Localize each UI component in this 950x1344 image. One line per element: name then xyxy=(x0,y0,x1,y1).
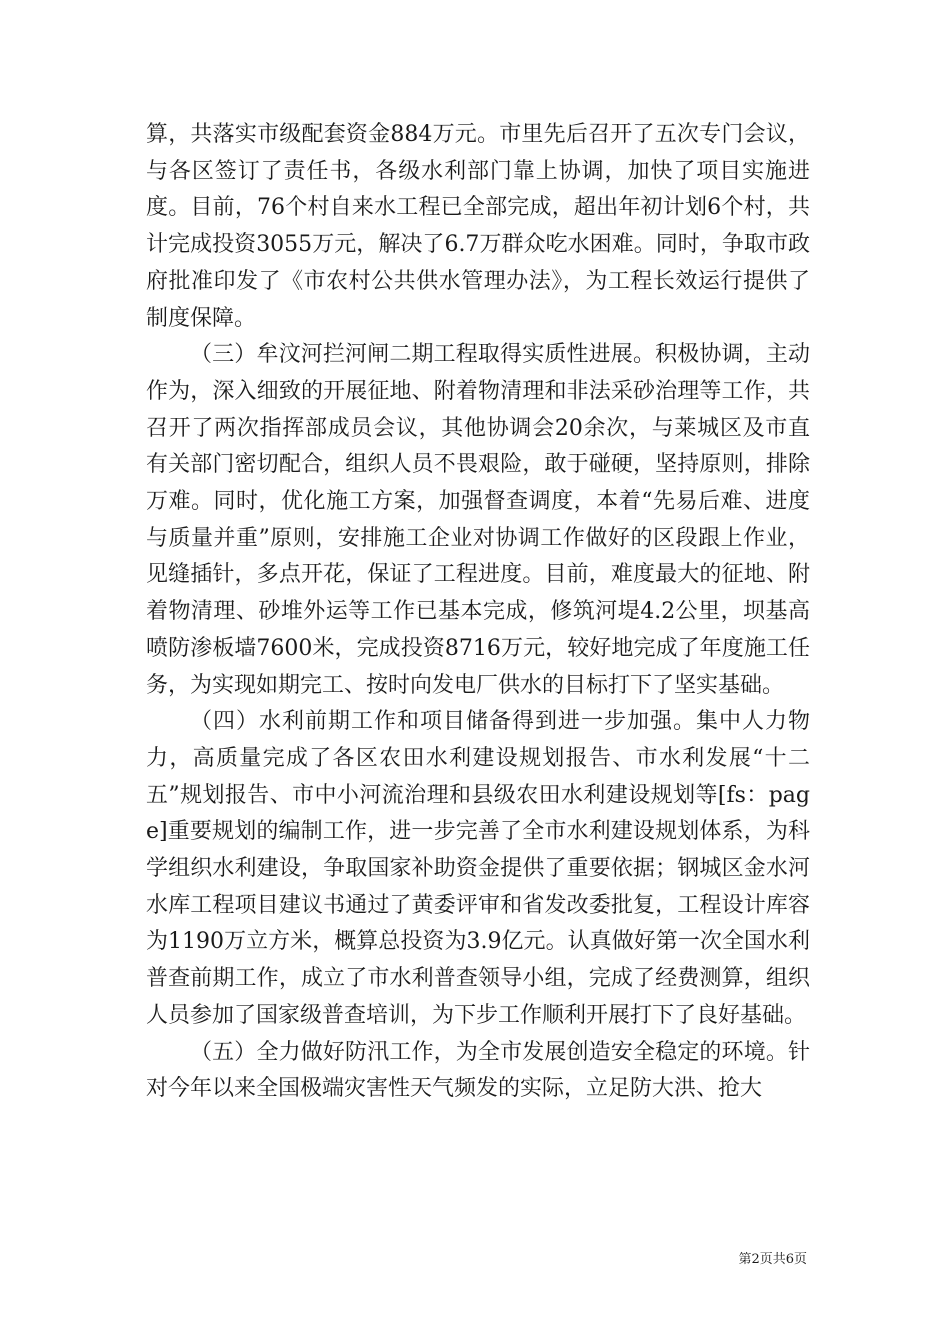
paragraph-section-3: （三）牟汶河拦河闸二期工程取得实质性进展。积极协调，主动作为，深入细致的开展征地、附着物清理和非法采砂治理等工作，共召开了两次指挥部成员会议，其他协调会20余次，与莱城区及市直有关部门密切配合，组织人员不畏艰险，敢于碰硬，坚持原则，排除万难。同时，优化施工方案，加强督查调度，本着“先易后难、进度与质量并重”原则，安排施工企业对协调工作做好的区段跟上作业，见缝插针，多点开花，保证了工程进度。目前，难度最大的征地、附着物清理、砂堆外运等工作已基本完成，修筑河堤4.2公里，坝基高喷防渗板墙7600米，完成投资8716万元，较好地完成了年度施工任务，为实现如期完工、按时向发电厂供水的目标打下了坚实基础。 xyxy=(146,342,810,698)
paragraph-continuation: 算，共落实市级配套资金884万元。市里先后召开了五次专门会议，与各区签订了责任书，各级水利部门靠上协调，加快了项目实施进度。目前，76个村自来水工程已全部完成，超出年初计划6个村，共计完成投资3055万元，解决了6.7万群众吃水困难。同时，争取市政府批准印发了《市农村公共供水管理办法》，为工程长效运行提供了制度保障。 xyxy=(146,122,810,331)
page-number-footer: 第2页共6页 xyxy=(738,1252,807,1267)
paragraph-section-5: （五）全力做好防汛工作，为全市发展创造安全稳定的环境。针对今年以来全国极端灾害性天气频发的实际，立足防大洪、抢大 xyxy=(146,1039,810,1102)
document-body xyxy=(146,117,810,1108)
paragraph-section-4: （四）水利前期工作和项目储备得到进一步加强。集中人力物力，高质量完成了各区农田水利建设规划报告、市水利发展“十二五”规划报告、市中小河流治理和县级农田水利建设规划等[fs：page]重要规划的编制工作，进一步完善了全市水利建设规划体系，为科学组织水利建设，争取国家补助资金提供了重要依据；钢城区金水河水库工程项目建议书通过了黄委评审和省发改委批复，工程设计库容为1190万立方米，概算总投资为3.9亿元。认真做好第一次全国水利普查前期工作，成立了市水利普查领导小组，完成了经费测算，组织人员参加了国家级普查培训，为下步工作顺利开展打下了良好基础。 xyxy=(146,709,811,1028)
